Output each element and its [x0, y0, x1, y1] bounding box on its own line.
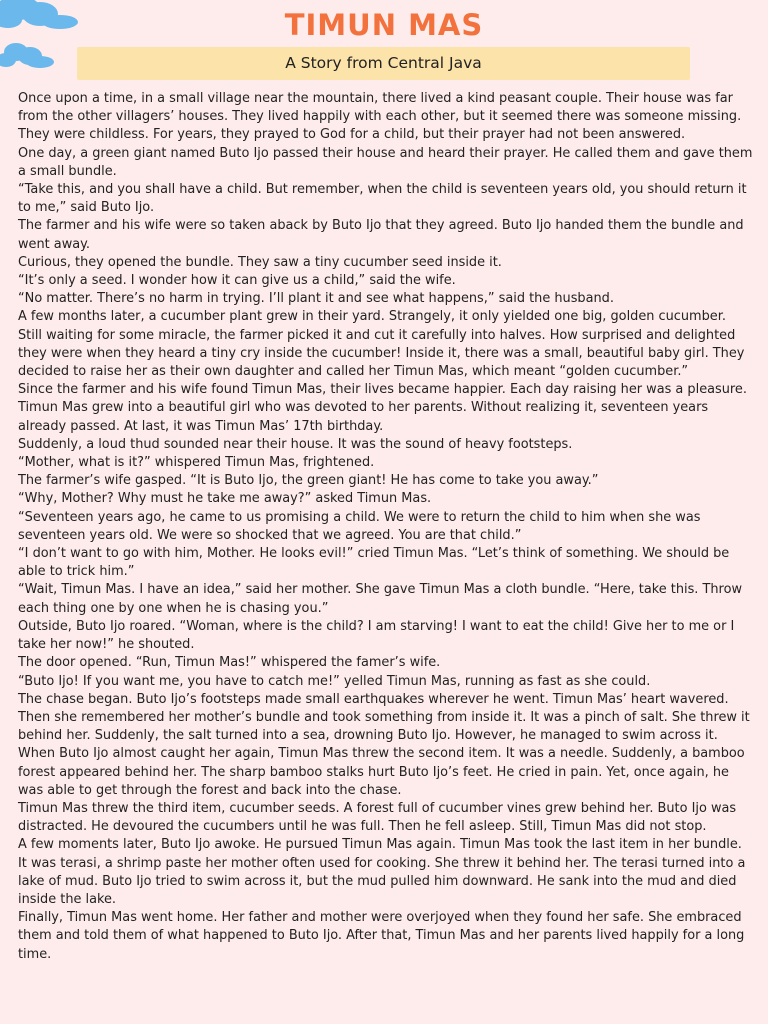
- story-paragraph: “Why, Mother? Why must he take me away?” asked Timun Mas.: [18, 491, 432, 507]
- story-paragraph: The chase began. Buto Ijo’s footsteps made small earthquakes wherever he went. Timun Mas’ heart wavered. Then she remembered her mother’s bundle and took something from inside it. It was a pinch of salt. She threw it behind her. Suddenly, the salt turned into a sea, drowning Buto Ijo. However, he managed to swim across it.: [18, 691, 750, 744]
- story-paragraph: “Buto Ijo! If you want me, you have to catch me!” yelled Timun Mas, running as fast as she could.: [18, 673, 651, 689]
- story-paragraph: “It’s only a seed. I wonder how it can give us a child,” said the wife.: [18, 273, 456, 289]
- story-paragraph: The farmer’s wife gasped. “It is Buto Ijo, the green giant! He has come to take you away.”: [18, 473, 599, 489]
- story-paragraph: “Seventeen years ago, he came to us promising a child. We were to return the child to him when she was seventeen years old. We were so shocked that we agreed. You are that child.”: [18, 509, 701, 543]
- story-paragraph: Since the farmer and his wife found Timun Mas, their lives became happier. Each day raising her was a pleasure. Timun Mas grew into a beautiful girl who was devoted to her parents. Without realizing it, seventeen years already passed. At last, it was Timun Mas’ 17th birthday.: [18, 382, 747, 434]
- story-paragraph: “No matter. There’s no harm in trying. I’ll plant it and see what happens,” said the husband.: [18, 291, 614, 307]
- story-paragraph: “Take this, and you shall have a child. But remember, when the child is seventeen years old, you should return it to me,” said Buto Ijo.: [18, 182, 747, 216]
- story-paragraph: Finally, Timun Mas went home. Her father and mother were overjoyed when they found her safe. She embraced them and told them of what happened to Buto Ijo. After that, Timun Mas and her parents lived happily for a long time.: [18, 910, 745, 962]
- story-paragraph: A few moments later, Buto Ijo awoke. He pursued Timun Mas again. Timun Mas took the last item in her bundle. It was terasi, a shrimp paste her mother often used for cooking. She threw it behind her. The terasi turned into a lake of mud. Buto Ijo tried to swim across it, but the mud pulled him downward. He sank into the mud and died inside the lake.: [18, 837, 746, 907]
- story-paragraph: Once upon a time, in a small village near the mountain, there lived a kind peasant couple. Their house was far from the other villagers’ houses. They lived happily with each other, but it seemed there was someone missing. They were childless. For years, they prayed to God for a child, but their prayer had not been answered.: [18, 91, 742, 143]
- story-paragraph: When Buto Ijo almost caught her again, Timun Mas threw the second item. It was a needle. Suddenly, a bamboo forest appeared behind her. The sharp bamboo stalks hurt Buto Ijo’s feet. He cried in pain. Yet, once again, he was able to get through the forest and back into the chase.: [18, 746, 745, 798]
- story-paragraph: Still waiting for some miracle, the farmer picked it and cut it carefully into halves. How surprised and delighted they were when they heard a tiny cry inside the cucumber! Inside it, there was a small, beautiful baby girl. They decided to raise her as their own daughter and called her Timun Mas, which meant “golden cucumber.”: [18, 327, 745, 380]
- story-paragraph: Outside, Buto Ijo roared. “Woman, where is the child? I am starving! I want to eat the child! Give her to me or I take her now!” he shouted.: [18, 618, 735, 653]
- story-paragraph: Timun Mas threw the third item, cucumber seeds. A forest full of cucumber vines grew behind her. Buto Ijo was distracted. He devoured the cucumbers until he was full. Then he fell asleep. Still, Timun Mas did not stop.: [18, 800, 737, 835]
- story-paragraph: One day, a green giant named Buto Ijo passed their house and heard their prayer. He called them and gave them a small bundle.: [18, 145, 753, 179]
- page-title: TIMUN MAS: [284, 8, 484, 42]
- subtitle-band: A Story from Central Java: [77, 47, 690, 80]
- story-paragraph: “I don’t want to go with him, Mother. He looks evil!” cried Timun Mas. “Let’s think of something. We should be able to trick him.”: [18, 546, 730, 580]
- story-paragraph: The farmer and his wife were so taken aback by Buto Ijo that they agreed. Buto Ijo handed them the bundle and went away.: [18, 218, 744, 252]
- story-text: [18, 90, 754, 964]
- cloud-left-decoration: [0, 40, 56, 70]
- story-paragraph: The door opened. “Run, Timun Mas!” whispered the famer’s wife.: [18, 655, 441, 671]
- story-paragraph: “Wait, Timun Mas. I have an idea,” said her mother. She gave Timun Mas a cloth bundle. “Here, take this. Throw each thing one by one when he is chasing you.”: [18, 582, 742, 616]
- story-paragraph: “Mother, what is it?” whispered Timun Mas, frightened.: [18, 455, 375, 471]
- story-paragraph: A few months later, a cucumber plant grew in their yard. Strangely, it only yielded one big, golden cucumber.: [18, 309, 726, 325]
- story-paragraph: Curious, they opened the bundle. They saw a tiny cucumber seed inside it.: [18, 254, 502, 270]
- story-paragraph: Suddenly, a loud thud sounded near their house. It was the sound of heavy footsteps.: [18, 436, 573, 452]
